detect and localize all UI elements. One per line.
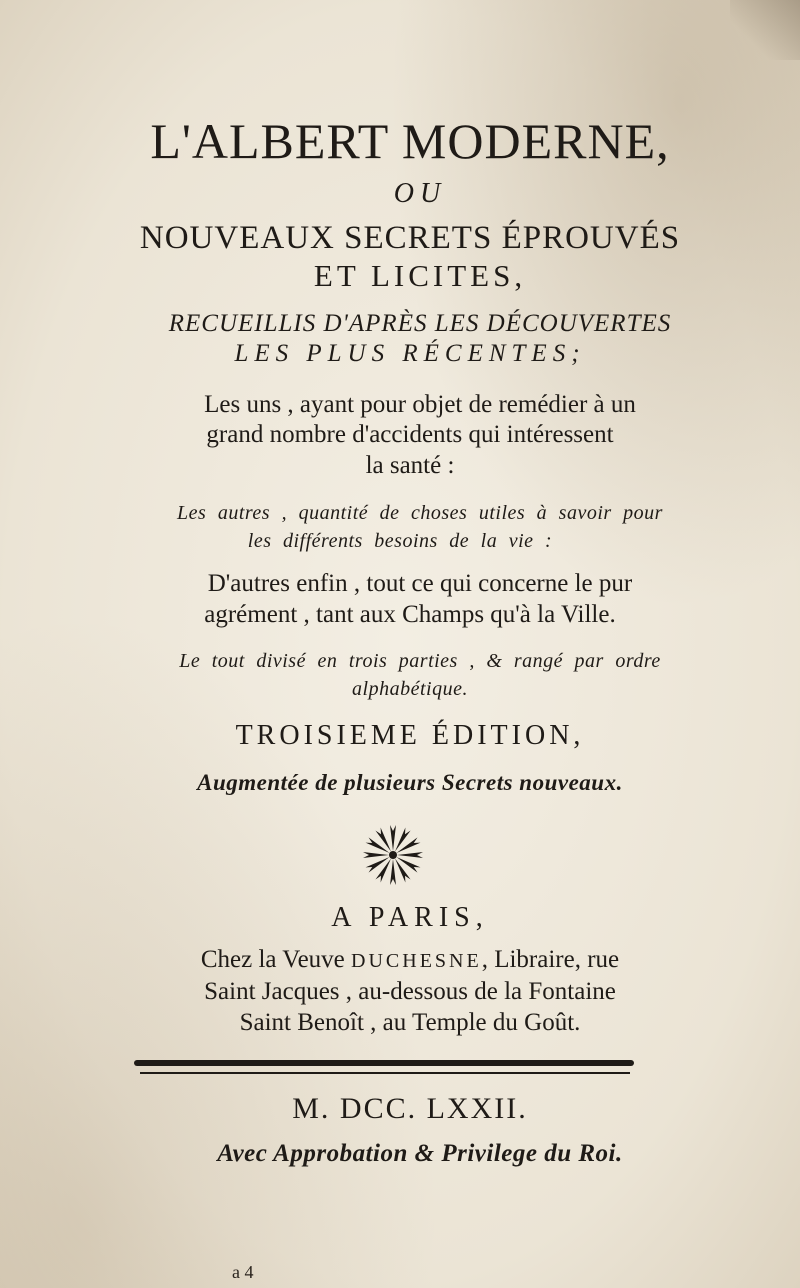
description-para1-line3: la santé : [365,452,455,479]
collected-line-2: LES PLUS RÉCENTES; [234,340,586,367]
book-title: L'ALBERT MODERNE, [150,113,670,169]
publisher-line-1-prefix: Chez la Veuve [200,946,352,973]
title-or: OU [393,178,447,209]
description-para2-line1: Les autres , quantité de choses utiles à savoir pour [177,502,663,524]
publisher-line-2: Saint Jacques , au-dessous de la Fontaine [204,978,616,1005]
publisher-line-3: Saint Benoît , au Temple du Goût. [239,1009,581,1036]
double-rule-thick [134,1060,634,1066]
collected-line-1: RECUEILLIS D'APRÈS LES DÉCOUVERTES [168,310,672,337]
publisher-name: DUCHESNE [351,950,482,972]
description-para4-line2: alphabétique. [352,678,468,700]
publisher-line-1 [0,946,800,974]
description-para3-line2: agrément , tant aux Champs qu'à la Ville. [204,601,616,628]
description-para1-line1: Les uns , ayant pour objet de remédier à un [204,391,636,418]
subtitle-line-1: NOUVEAUX SECRETS ÉPROUVÉS [139,220,681,256]
fleuron-ornament-icon [360,822,426,888]
imprint-place: A PARIS, [331,902,489,933]
double-rule-thin [140,1072,630,1074]
description-para2-line2: les différents besoins de la vie : [247,530,553,552]
description-para1-line2: grand nombre d'accidents qui intéressent [206,421,614,448]
signature-mark: a 4 [232,1262,254,1282]
edition-statement: TROISIEME ÉDITION, [235,720,585,751]
description-para4-line1: Le tout divisé en trois parties , & rangé par ordre [179,650,661,672]
description-para3-line1: D'autres enfin , tout ce qui concerne le pur [207,570,633,597]
royal-approbation: Avec Approbation & Privilege du Roi. [217,1140,623,1167]
publication-date: M. DCC. LXXII. [292,1092,528,1125]
publisher-line-1-suffix: , Libraire, rue [481,946,620,973]
augmented-statement: Augmentée de plusieurs Secrets nouveaux. [197,770,623,795]
subtitle-line-2: ET LICITES, [313,258,527,293]
page-corner-shadow [730,0,800,60]
